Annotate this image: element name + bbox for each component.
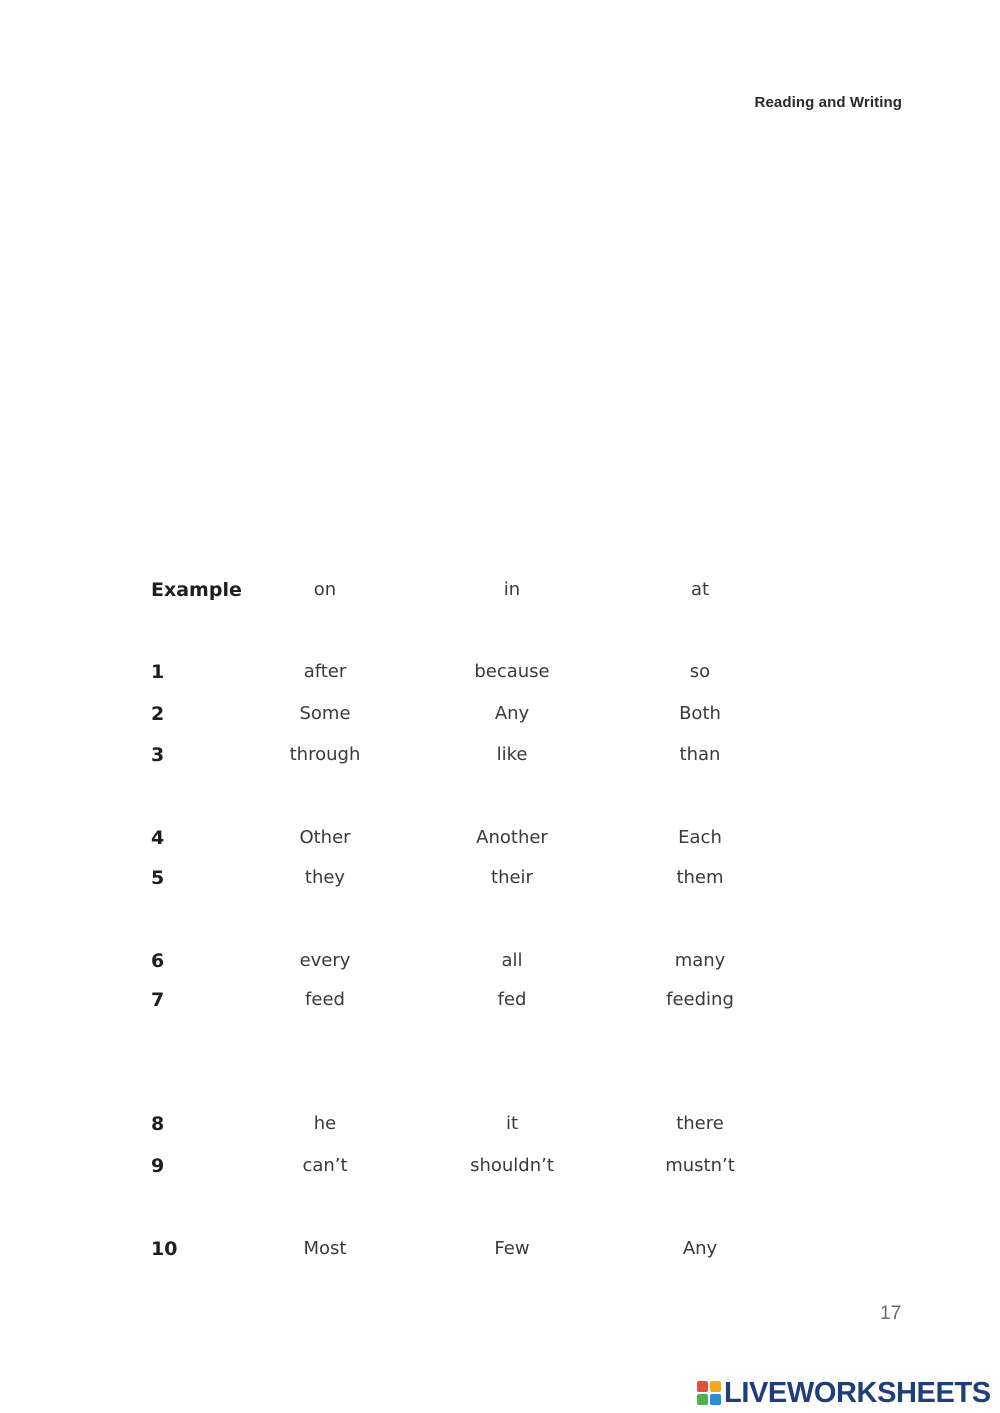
option-a: Some bbox=[299, 703, 351, 724]
option-b: because bbox=[474, 661, 550, 682]
logo-square-blue bbox=[710, 1394, 721, 1405]
question-row-4 bbox=[0, 823, 1000, 853]
question-row-3 bbox=[0, 740, 1000, 770]
liveworksheets-logo-icon bbox=[697, 1381, 721, 1405]
option-a: they bbox=[304, 867, 346, 888]
page-number: 17 bbox=[880, 1303, 902, 1324]
option-b: fed bbox=[497, 989, 527, 1010]
option-b: their bbox=[491, 867, 533, 888]
option-b: Few bbox=[494, 1238, 530, 1259]
option-b: like bbox=[496, 744, 528, 765]
option-b: shouldn’t bbox=[470, 1155, 554, 1176]
question-row-8 bbox=[0, 1109, 1000, 1139]
row-number: 5 bbox=[151, 867, 165, 889]
option-a: after bbox=[303, 661, 347, 682]
row-number: 2 bbox=[151, 703, 165, 725]
question-row-5 bbox=[0, 863, 1000, 893]
option-a: feed bbox=[305, 989, 345, 1010]
question-row-2 bbox=[0, 699, 1000, 729]
logo-square-orange bbox=[710, 1381, 721, 1392]
option-b: it bbox=[505, 1113, 519, 1134]
option-b: Any bbox=[494, 703, 530, 724]
option-c: many bbox=[674, 950, 726, 971]
option-c: Each bbox=[678, 827, 722, 848]
row-number: 9 bbox=[151, 1155, 165, 1177]
option-c: than bbox=[679, 744, 721, 765]
question-row-10 bbox=[0, 1234, 1000, 1264]
option-c: at bbox=[690, 579, 710, 600]
question-row-9 bbox=[0, 1151, 1000, 1181]
option-c: Both bbox=[679, 703, 721, 724]
option-a: through bbox=[289, 744, 361, 765]
example-row bbox=[0, 575, 1000, 605]
row-number: 4 bbox=[151, 827, 165, 849]
row-label: Example bbox=[151, 579, 242, 601]
option-a: on bbox=[313, 579, 337, 600]
row-number: 1 bbox=[151, 661, 165, 683]
option-a: every bbox=[299, 950, 351, 971]
option-b: all bbox=[501, 950, 523, 971]
option-a: Other bbox=[299, 827, 351, 848]
row-number: 10 bbox=[151, 1238, 178, 1260]
option-b: in bbox=[503, 579, 521, 600]
question-row-6 bbox=[0, 946, 1000, 976]
question-row-7 bbox=[0, 985, 1000, 1015]
option-c: them bbox=[676, 867, 724, 888]
option-c: feeding bbox=[666, 989, 734, 1010]
option-c: Any bbox=[682, 1238, 718, 1259]
row-number: 3 bbox=[151, 744, 165, 766]
option-b: Another bbox=[476, 827, 548, 848]
option-a: he bbox=[313, 1113, 337, 1134]
question-row-1 bbox=[0, 657, 1000, 687]
row-number: 7 bbox=[151, 989, 165, 1011]
option-a: Most bbox=[303, 1238, 347, 1259]
brand-name: LIVEWORKSHEETS bbox=[724, 1377, 991, 1409]
option-c: mustn’t bbox=[665, 1155, 735, 1176]
brand-watermark bbox=[697, 1378, 991, 1408]
logo-square-red bbox=[697, 1381, 708, 1392]
row-number: 8 bbox=[151, 1113, 165, 1135]
section-title: Reading and Writing bbox=[754, 94, 902, 111]
option-c: there bbox=[676, 1113, 724, 1134]
logo-square-green bbox=[697, 1394, 708, 1405]
option-c: so bbox=[689, 661, 711, 682]
row-number: 6 bbox=[151, 950, 165, 972]
option-a: can’t bbox=[302, 1155, 348, 1176]
